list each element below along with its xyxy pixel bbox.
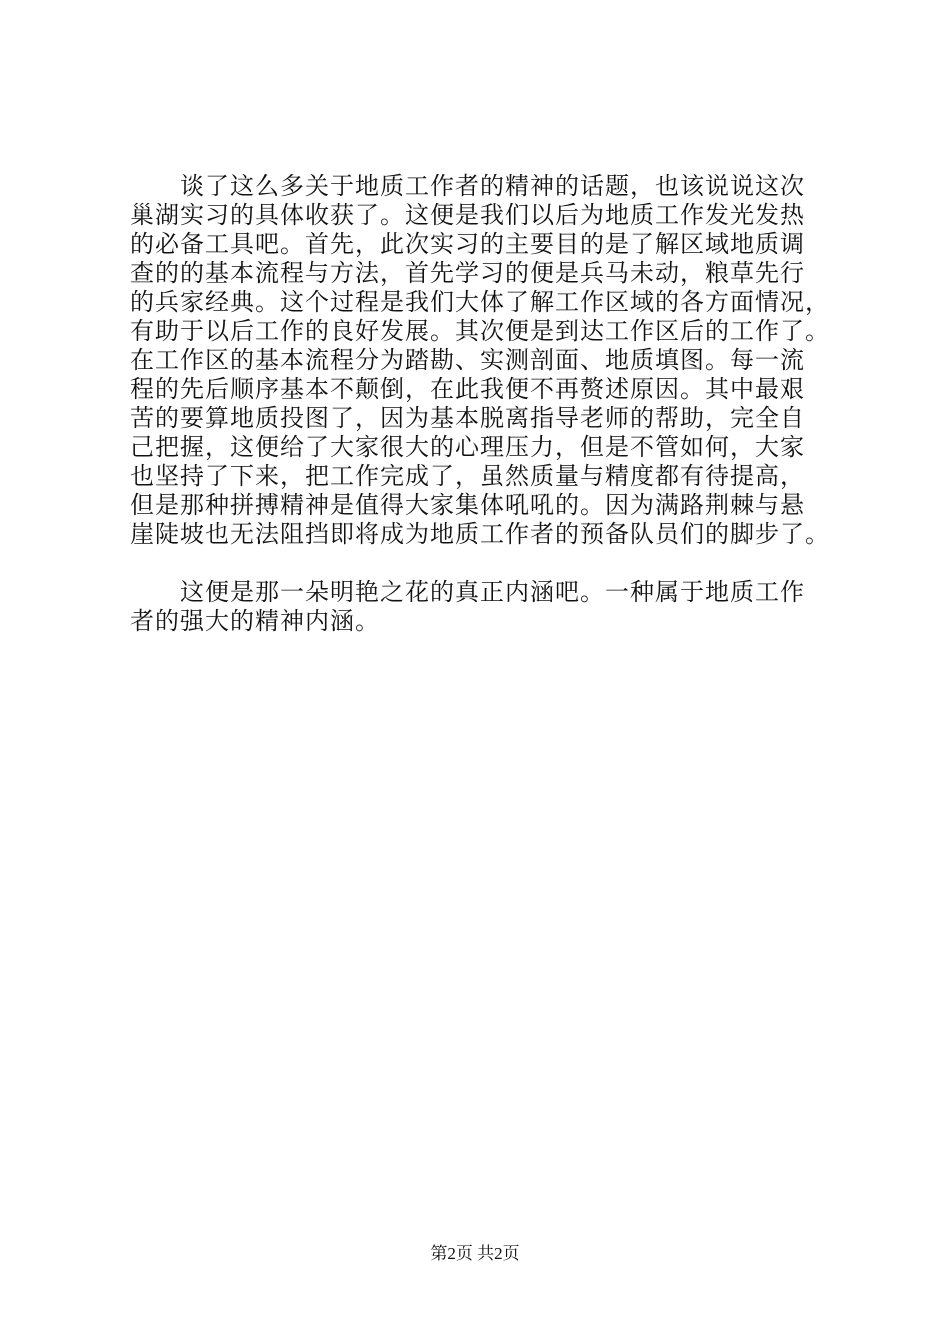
paragraph-line: 有助于以后工作的良好发展。其次便是到达工作区后的工作了。: [130, 317, 830, 345]
paragraph-line: 崖陡坡也无法阻挡即将成为地质工作者的预备队员们的脚步了。: [130, 520, 830, 548]
paragraph-line: 程的先后顺序基本不颠倒，在此我便不再赘述原因。其中最艰: [130, 375, 805, 403]
paragraph-line: 谈了这么多关于地质工作者的精神的话题，也该说说这次: [130, 172, 805, 200]
paragraph-line: 的必备工具吧。首先，此次实习的主要目的是了解区域地质调: [130, 230, 805, 258]
paragraph-line: 苦的要算地质投图了，因为基本脱离指导老师的帮助，完全自: [130, 404, 805, 432]
paragraph-line: 这便是那一朵明艳之花的真正内涵吧。一种属于地质工作: [130, 578, 805, 606]
paragraph-line: 在工作区的基本流程分为踏勘、实测剖面、地质填图。每一流: [130, 346, 805, 374]
paragraph-line: 查的的基本流程与方法，首先学习的便是兵马未动，粮草先行: [130, 259, 805, 287]
paragraph-line: 巢湖实习的具体收获了。这便是我们以后为地质工作发光发热: [130, 201, 805, 229]
paragraph-line: 己把握，这便给了大家很大的心理压力，但是不管如何，大家: [130, 433, 805, 461]
body-text: [130, 172, 850, 636]
paragraph-line: 的兵家经典。这个过程是我们大体了解工作区域的各方面情况，: [130, 288, 830, 316]
paragraph-2: [130, 578, 850, 636]
paragraph-gap: [130, 549, 850, 578]
paragraph-line: 也坚持了下来，把工作完成了，虽然质量与精度都有待提高，: [130, 462, 805, 490]
page-number-footer: 第2页 共2页: [430, 1244, 520, 1263]
paragraph-line: 者的强大的精神内涵。: [130, 607, 380, 635]
paragraph-line: 但是那种拼搏精神是值得大家集体吼吼的。因为满路荆棘与悬: [130, 491, 805, 519]
paragraph-1: [130, 172, 850, 549]
